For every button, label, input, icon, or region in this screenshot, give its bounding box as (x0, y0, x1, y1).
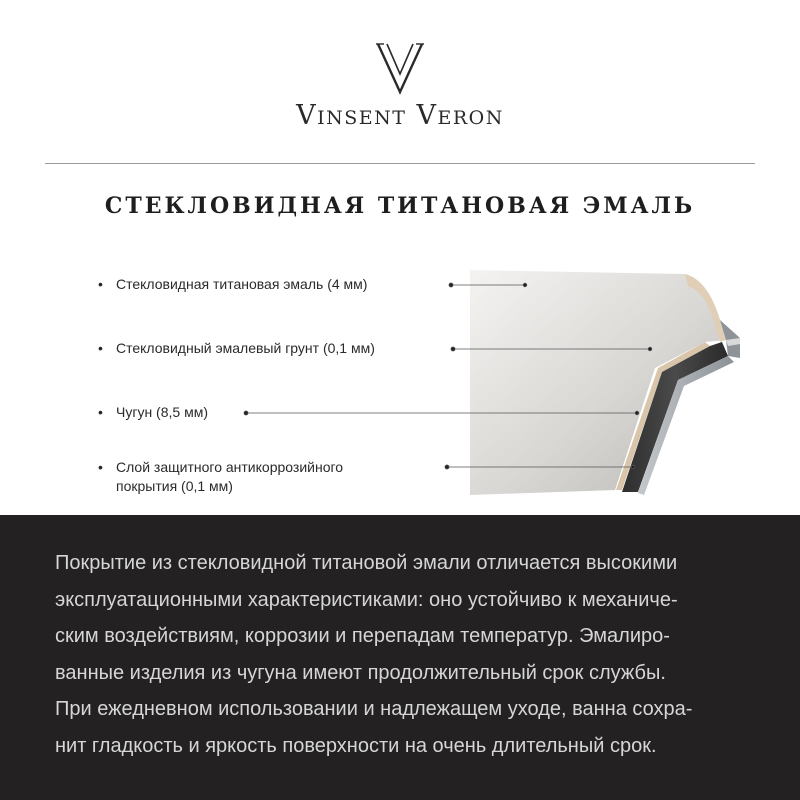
brand-name: Vinsent Veron (296, 100, 504, 131)
bullet: • (98, 404, 103, 420)
bullet: • (98, 276, 103, 292)
page-title: СТЕКЛОВИДНАЯ ТИТАНОВАЯ ЭМАЛЬ (104, 193, 696, 219)
layer-label-enamel: • Стекловидная титановая эмаль (4 мм) (98, 276, 368, 292)
layer-cross-section-image (440, 250, 760, 515)
description-line: ванные изделия из чугуна имеют продолжительный срок службы. (55, 661, 666, 684)
brand-header (0, 40, 800, 131)
bullet: • (98, 340, 103, 356)
layer-label-cast-iron: • Чугун (8,5 мм) (98, 404, 208, 420)
layer-label-primer: • Стекловидный эмалевый грунт (0,1 мм) (98, 340, 375, 356)
header-divider (45, 163, 755, 164)
description-panel (0, 515, 800, 800)
vv-monogram-logo (375, 40, 425, 96)
description-line: эксплуатационными характеристиками: оно устойчиво к механиче- (55, 588, 678, 611)
layer-label-coating: • Слой защитного антикоррозийного покрытия (0,1 мм) (98, 459, 344, 494)
description-line: ским воздействиям, коррозии и перепадам температур. Эмалиро- (55, 625, 670, 647)
description-line: нит гладкость и яркость поверхности на очень длительный срок. (55, 734, 657, 757)
layers-diagram (0, 250, 800, 515)
description-text (55, 545, 765, 764)
description-line: Покрытие из стекловидной титановой эмали отличается высокими (55, 552, 678, 574)
description-line: При ежедневном использовании и надлежащем уходе, ванна сохра- (55, 698, 693, 720)
bullet: • (98, 459, 103, 475)
